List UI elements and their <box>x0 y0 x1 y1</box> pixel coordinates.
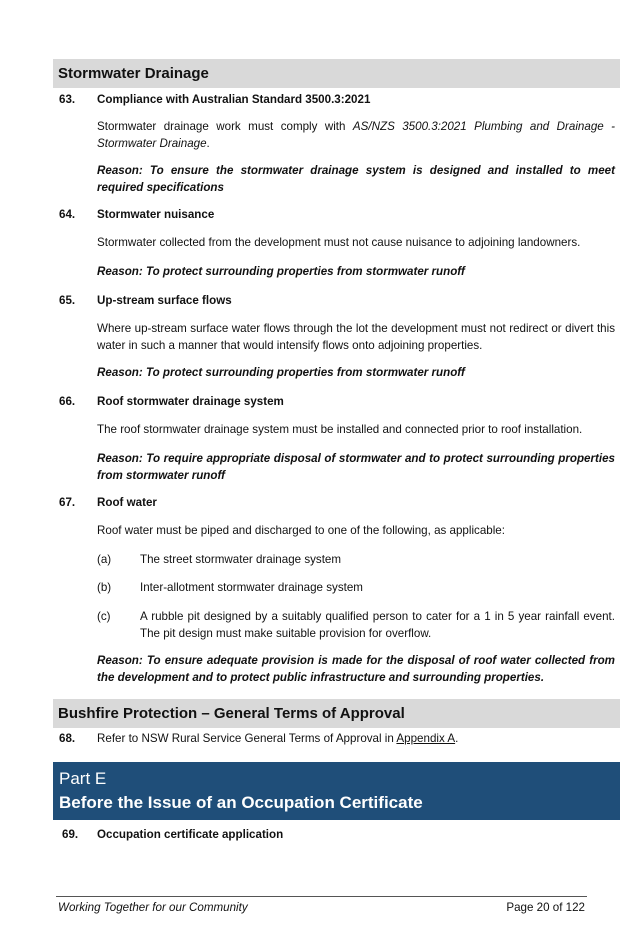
sub-item-text: Inter-allotment stormwater drainage system <box>140 581 363 594</box>
condition-number: 67. <box>59 496 76 509</box>
part-label: Part E <box>59 769 107 788</box>
condition-heading: Up-stream surface flows <box>97 294 232 307</box>
condition-number: 68. <box>59 732 76 745</box>
condition-number: 65. <box>59 294 76 307</box>
sub-item-letter: (a) <box>97 553 112 566</box>
condition-heading: Stormwater nuisance <box>97 208 215 221</box>
condition-reason: Reason: To require appropriate disposal of stormwater and to protect surrounding properties from stormwater runoff <box>97 452 615 482</box>
condition-heading: Roof stormwater drainage system <box>97 395 284 408</box>
condition-number: 64. <box>59 208 76 221</box>
condition-body: Roof water must be piped and discharged to one of the following, as applicable: <box>97 524 505 537</box>
page-number: Page 20 of 122 <box>506 901 585 914</box>
condition-number: 63. <box>59 93 76 106</box>
part-banner <box>53 762 620 820</box>
sub-item-letter: (c) <box>97 610 111 623</box>
footer-slogan: Working Together for our Community <box>58 901 248 914</box>
condition-body: The roof stormwater drainage system must be installed and connected prior to roof installation. <box>97 423 583 436</box>
condition-body: Stormwater drainage work must comply with AS/NZS 3500.3:2021 Plumbing and Drainage - Stormwater Drainage. <box>97 120 615 150</box>
condition-reason: Reason: To protect surrounding properties from stormwater runoff <box>97 366 465 379</box>
sub-item-text: A rubble pit designed by a suitably qualified person to cater for a 1 in 5 year rainfall event. The pit design must make suitable provision for overflow. <box>140 610 615 640</box>
condition-reason: Reason: To ensure adequate provision is made for the disposal of roof water collected from the development and to protect public infrastructure and surrounding properties. <box>97 654 615 684</box>
footer-divider <box>56 896 587 897</box>
condition-heading: Roof water <box>97 496 157 509</box>
condition-body: Refer to NSW Rural Service General Terms of Approval in Appendix A. <box>97 732 459 745</box>
standard-reference: AS/NZS 3500.3:2021 Plumbing and Drainage - Stormwater Drainage <box>97 120 615 150</box>
section-heading-stormwater <box>53 59 620 88</box>
condition-reason: Reason: To ensure the stormwater drainage system is designed and installed to meet required specifications <box>97 164 615 194</box>
section-title: Stormwater Drainage <box>58 65 209 82</box>
section-heading-bushfire <box>53 699 620 728</box>
sub-item-text: The street stormwater drainage system <box>140 553 342 566</box>
condition-number: 66. <box>59 395 76 408</box>
section-title: Bushfire Protection – General Terms of Approval <box>58 705 405 722</box>
condition-body: Where up-stream surface water flows through the lot the development must not redirect or divert this water in such a manner that would intensify flows onto adjoining properties. <box>97 322 615 352</box>
condition-heading: Occupation certificate application <box>97 828 284 841</box>
sub-item-letter: (b) <box>97 581 112 594</box>
condition-body: Stormwater collected from the development must not cause nuisance to adjoining landowners. <box>97 236 581 249</box>
condition-number: 69. <box>62 828 79 841</box>
part-title: Before the Issue of an Occupation Certificate <box>59 793 423 812</box>
appendix-a-link[interactable]: Appendix A <box>396 732 456 745</box>
condition-heading: Compliance with Australian Standard 3500.3:2021 <box>97 93 371 106</box>
condition-reason: Reason: To protect surrounding properties from stormwater runoff <box>97 265 465 278</box>
